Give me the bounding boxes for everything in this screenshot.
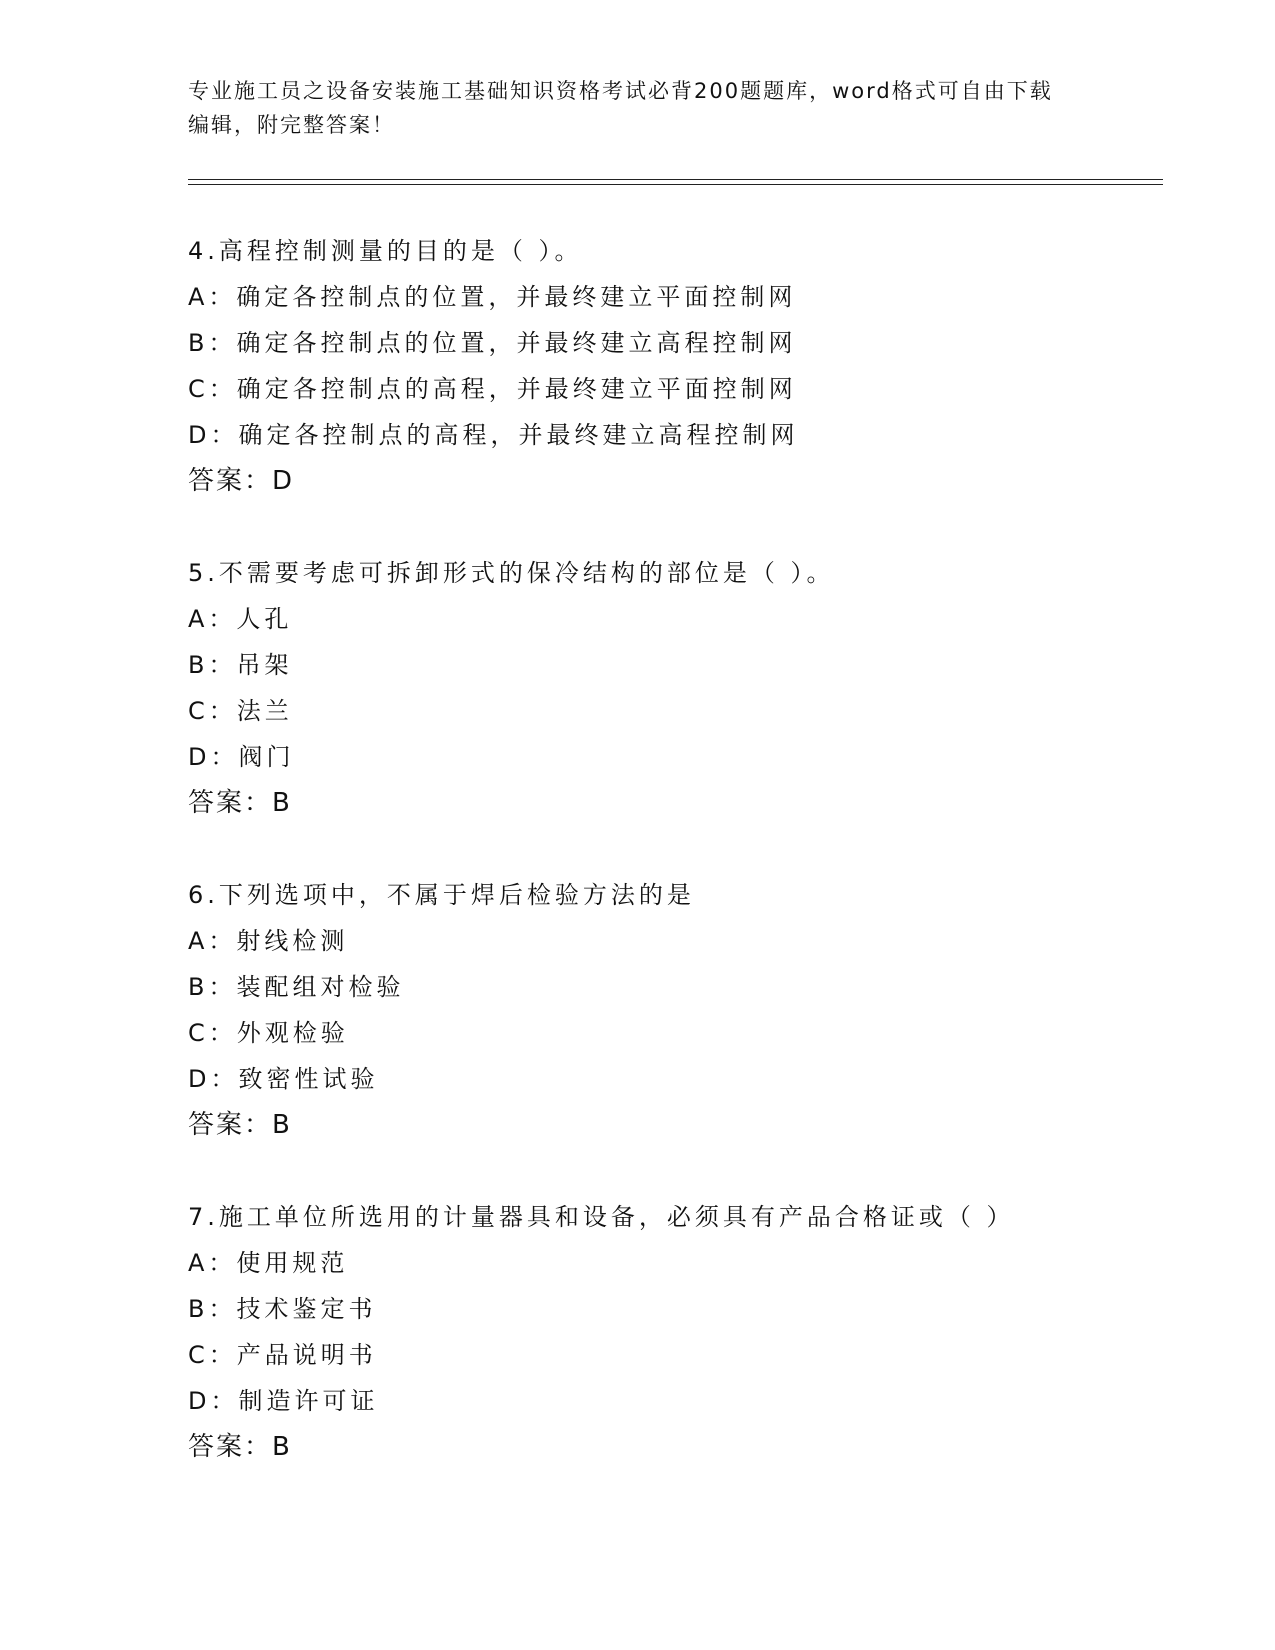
option-b: B：吊架 xyxy=(188,651,293,679)
question-stem: 4.高程控制测量的目的是（ ）。 xyxy=(188,237,583,265)
header-divider-top xyxy=(188,179,1163,180)
option-b: B：装配组对检验 xyxy=(188,973,405,1001)
option-d: D：确定各控制点的高程，并最终建立高程控制网 xyxy=(188,421,799,449)
answer-line xyxy=(188,1102,1148,1148)
document-header: 专业施工员之设备安装施工基础知识资格考试必背200题题库，word格式可自由下载编辑，附完整答案！ xyxy=(188,79,1053,137)
option-b: B：确定各控制点的位置，并最终建立高程控制网 xyxy=(188,329,797,357)
option-a: A：射线检测 xyxy=(188,927,349,955)
option-c: C：确定各控制点的高程，并最终建立平面控制网 xyxy=(188,375,797,403)
answer-value: B xyxy=(272,788,290,818)
option-d: D：制造许可证 xyxy=(188,1387,379,1415)
question-stem: 6.下列选项中，不属于焊后检验方法的是 xyxy=(188,881,695,909)
header-divider-bottom xyxy=(188,184,1163,185)
question-5 xyxy=(188,550,1148,826)
answer-line xyxy=(188,458,1148,504)
question-stem: 7.施工单位所选用的计量器具和设备，必须具有产品合格证或（ ） xyxy=(188,1203,1015,1231)
option-c: C：法兰 xyxy=(188,697,293,725)
question-4 xyxy=(188,228,1148,504)
answer-label: 答案： xyxy=(188,1110,273,1140)
question-6 xyxy=(188,872,1148,1148)
answer-line xyxy=(188,1424,1148,1470)
answer-value: B xyxy=(272,1432,290,1462)
answer-line xyxy=(188,780,1148,826)
answer-label: 答案： xyxy=(188,466,273,496)
option-a: A：人孔 xyxy=(188,605,293,633)
option-a: A：确定各控制点的位置，并最终建立平面控制网 xyxy=(188,283,797,311)
answer-value: D xyxy=(272,466,293,496)
answer-label: 答案： xyxy=(188,788,273,818)
question-stem: 5.不需要考虑可拆卸形式的保冷结构的部位是（ ）。 xyxy=(188,559,835,587)
option-d: D：致密性试验 xyxy=(188,1065,379,1093)
option-c: C：产品说明书 xyxy=(188,1341,377,1369)
option-a: A：使用规范 xyxy=(188,1249,349,1277)
option-d: D：阀门 xyxy=(188,743,295,771)
option-c: C：外观检验 xyxy=(188,1019,349,1047)
answer-value: B xyxy=(272,1110,290,1140)
option-b: B：技术鉴定书 xyxy=(188,1295,377,1323)
answer-label: 答案： xyxy=(188,1432,273,1462)
question-7 xyxy=(188,1194,1148,1470)
